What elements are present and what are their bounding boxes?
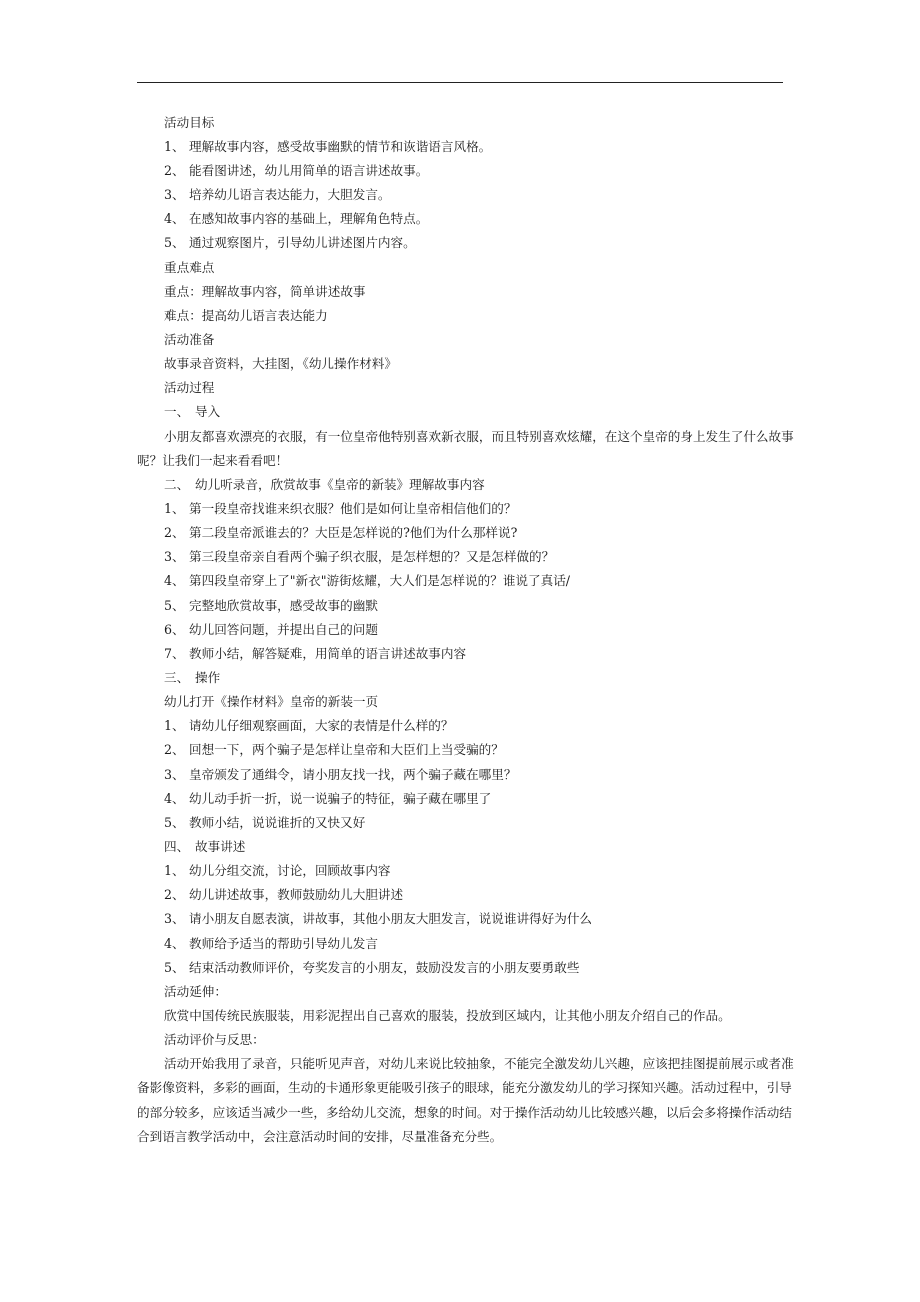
prep-text: 故事录音资料，大挂图，《幼儿操作材料》	[164, 356, 397, 371]
paragraph-line: 呢？让我们一起来看看吧！	[137, 453, 289, 468]
section-heading-prep: 活动准备	[164, 332, 215, 347]
paragraph-line: 小朋友都喜欢漂亮的衣服，有一位皇帝他特别喜欢新衣服，而且特别喜欢炫耀，在这个皇帝的身上发生了什么故事	[164, 429, 794, 444]
paragraph-line: 的部分较多，应该适当减少一些，多给幼儿交流，想象的时间。对于操作活动幼儿比较感兴趣，以后会多将操作活动结	[137, 1105, 792, 1120]
header-rule	[137, 82, 783, 83]
extension-text: 欣赏中国传统民族服装，用彩泥捏出自己喜欢的服装，投放到区域内，让其他小朋友介绍自己的作品。	[164, 1008, 731, 1023]
section-heading-reflection: 活动评价与反思：	[164, 1032, 265, 1047]
paragraph-line: 备影像资料，多彩的画面，生动的卡通形象更能吸引孩子的眼球，能充分激发幼儿的学习探知兴趣。活动过程中，引导	[137, 1080, 792, 1095]
section-heading-key-points: 重点难点	[164, 260, 215, 275]
section-heading-goals: 活动目标	[164, 115, 215, 130]
paragraph-line: 活动开始我用了录音，只能听见声音，对幼儿来说比较抽象，不能完全激发幼儿兴趣，应该把挂图提前展示或者准	[164, 1056, 794, 1071]
paragraph-line: 幼儿打开《操作材料》皇帝的新装一页	[164, 694, 379, 709]
key-focus: 重点：理解故事内容，简单讲述故事	[164, 284, 366, 299]
key-difficulty: 难点：提高幼儿语言表达能力	[164, 308, 328, 323]
section-heading-process: 活动过程	[164, 380, 215, 395]
section-heading-extension: 活动延伸：	[164, 984, 227, 999]
paragraph-line: 合到语言教学活动中，会注意活动时间的安排，尽量准备充分些。	[137, 1129, 503, 1144]
